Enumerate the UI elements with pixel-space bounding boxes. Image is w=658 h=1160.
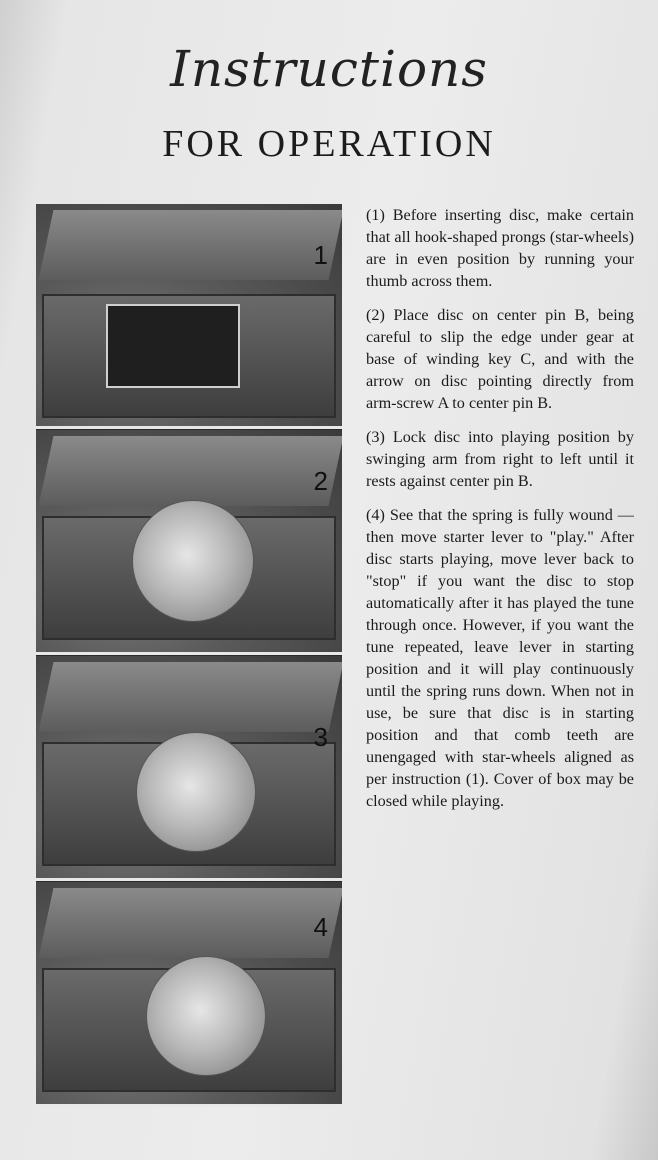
music-disc: [132, 500, 254, 622]
photo-step-2: [36, 430, 342, 655]
photo-step-1: [36, 204, 342, 429]
photo-step-3: [36, 656, 342, 881]
photo-number: 2: [313, 466, 328, 496]
box-lid: [39, 888, 342, 958]
title-instructions: Instructions: [170, 40, 488, 98]
step-2: (2) Place disc on center pin B, being careful to slip the edge under gear at base of winding key C, and with the arrow on disc pointing directly from arm-screw A to center pin B.: [366, 306, 634, 412]
step-3: (3) Lock disc into playing position by swinging arm from right to left until it rests against center pin B.: [366, 428, 634, 490]
box-lid: [39, 662, 342, 732]
comb-mechanism: [106, 304, 240, 388]
step-4: (4) See that the spring is fully wound — then move starter lever to "play." After disc starts playing, move lever back to "stop" if you want the disc to stop automatically after it has played the tune through once. However, if you want the tune repeated, leave lever in starting position and it will play continuously until the spring runs down. When not in use, be sure that disc is in starting position and that comb teeth are unengaged with star-wheels aligned as per instruction (1). Cover of box may be closed while playing.: [366, 506, 634, 810]
instruction-steps: [366, 204, 634, 824]
box-lid: [39, 436, 342, 506]
photo-column: [36, 204, 342, 1104]
box-lid: [39, 210, 342, 280]
step-1: (1) Before inserting disc, make certain that all hook-shaped prongs (star-wheels) are in even position by running your thumb across them.: [366, 206, 634, 290]
photo-number: 4: [313, 912, 328, 942]
title-for-operation: FOR OPERATION: [162, 123, 496, 165]
music-disc: [146, 956, 266, 1076]
music-disc: [136, 732, 256, 852]
photo-number: 3: [313, 722, 328, 752]
photo-number: 1: [313, 240, 328, 270]
photo-step-4: [36, 882, 342, 1107]
